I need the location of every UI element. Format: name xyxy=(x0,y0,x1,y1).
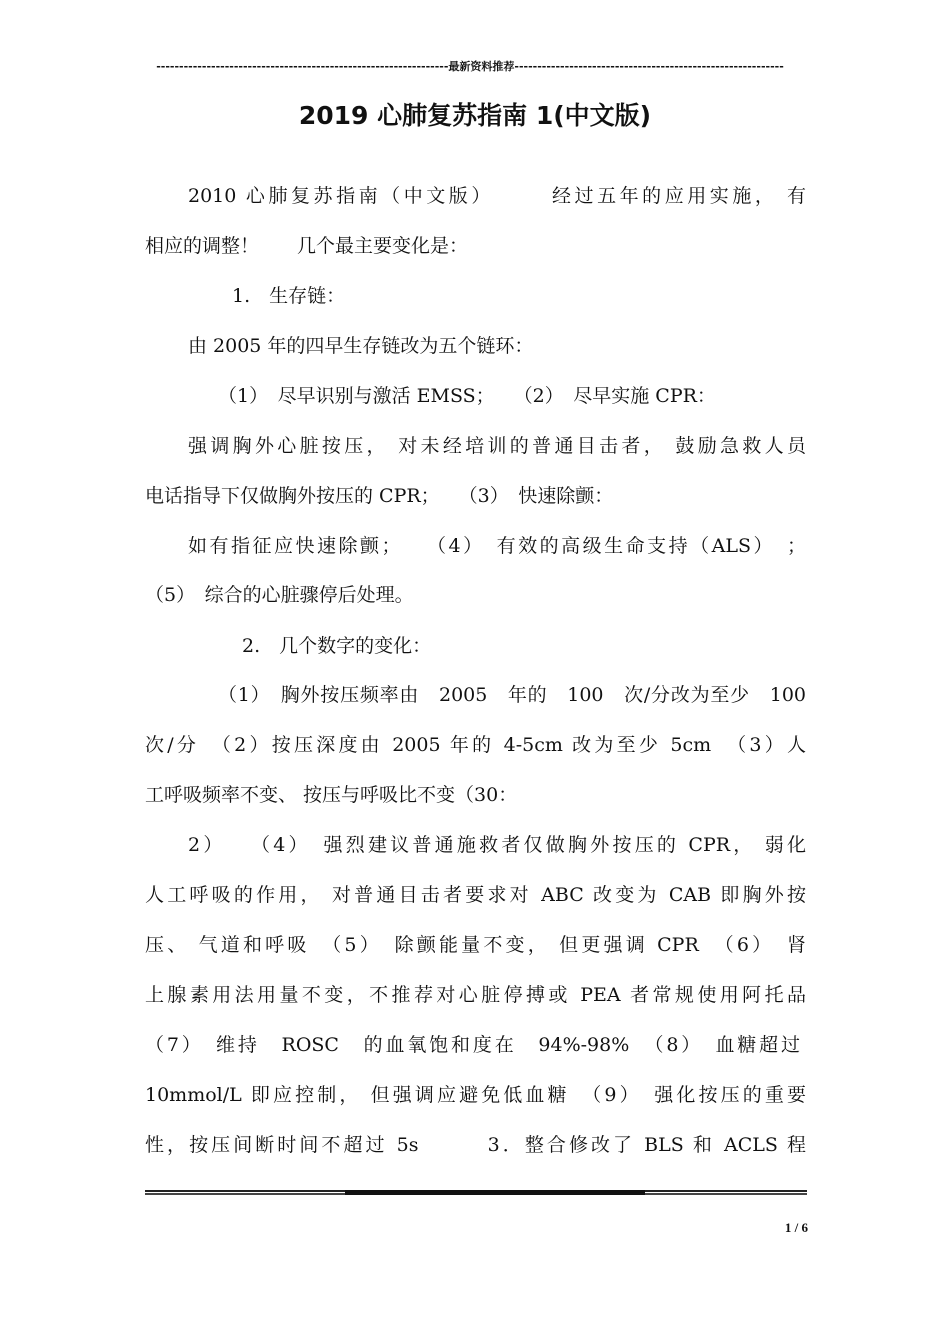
text-line-20: 性，按压间断时间不超过 5s 3．整合修改了 BLS 和 ACLS 程 xyxy=(145,1134,806,1156)
text-line-5: （1） 尽早识别与激活 EMSS； （2） 尽早实施 CPR： xyxy=(218,385,716,407)
text-line-19: 10mmol/L 即应控制， 但强调应避免低血糖 （9） 强化按压的重要 xyxy=(145,1084,806,1106)
text-line-7: 电话指导下仅做胸外按压的 CPR； （3） 快速除颤： xyxy=(145,485,614,507)
text-line-18: （7） 维持 ROSC 的血氧饱和度在 94%-98% （8） 血糖超过 xyxy=(145,1034,800,1056)
text-line-12: 次/分 （2）按压深度由 2005 年的 4-5cm 改为至少 5cm （3）人 xyxy=(145,734,806,756)
text-line-6: 强调胸外心脏按压， 对未经培训的普通目击者， 鼓励急救人员 xyxy=(188,435,806,457)
text-line-1: 2010 心肺复苏指南（中文版） 经过五年的应用实施， 有 xyxy=(188,185,806,207)
text-line-15: 人工呼吸的作用， 对普通目击者要求对 ABC 改变为 CAB 即胸外按 xyxy=(145,884,806,906)
page-number: 1 / 6 xyxy=(784,1220,808,1235)
document-title: 2019 心肺复苏指南 1(中文版) xyxy=(298,101,652,130)
text-line-13: 工呼吸频率不变、 按压与呼吸比不变（30： xyxy=(145,784,518,806)
text-line-4: 由 2005 年的四早生存链改为五个链环： xyxy=(188,335,534,357)
footer-rule xyxy=(145,1190,807,1195)
text-line-17: 上腺素用法用量不变，不推荐对心脏停搏或 PEA 者常规使用阿托品 xyxy=(145,984,806,1006)
text-line-8: 如有指征应快速除颤； （4） 有效的高级生命支持（ALS） ； xyxy=(188,535,806,557)
text-line-14: 2） （4） 强烈建议普通施救者仅做胸外按压的 CPR， 弱化 xyxy=(188,834,806,856)
page-header: ----------------------------------------------------------------最新资料推荐----------------------------------------------------------- xyxy=(156,60,784,73)
text-line-16: 压、 气道和呼吸 （5） 除颤能量不变， 但更强调 CPR （6） 肾 xyxy=(145,934,806,956)
text-line-3: 1. 生存链： xyxy=(232,285,346,307)
text-line-2: 相应的调整！ 几个最主要变化是： xyxy=(145,235,469,257)
text-line-10: 2. 几个数字的变化： xyxy=(242,635,432,657)
text-line-11: （1） 胸外按压频率由 2005 年的 100 次/分改为至少 100 xyxy=(218,684,806,706)
text-line-9: （5） 综合的心脏骤停后处理。 xyxy=(145,584,414,606)
